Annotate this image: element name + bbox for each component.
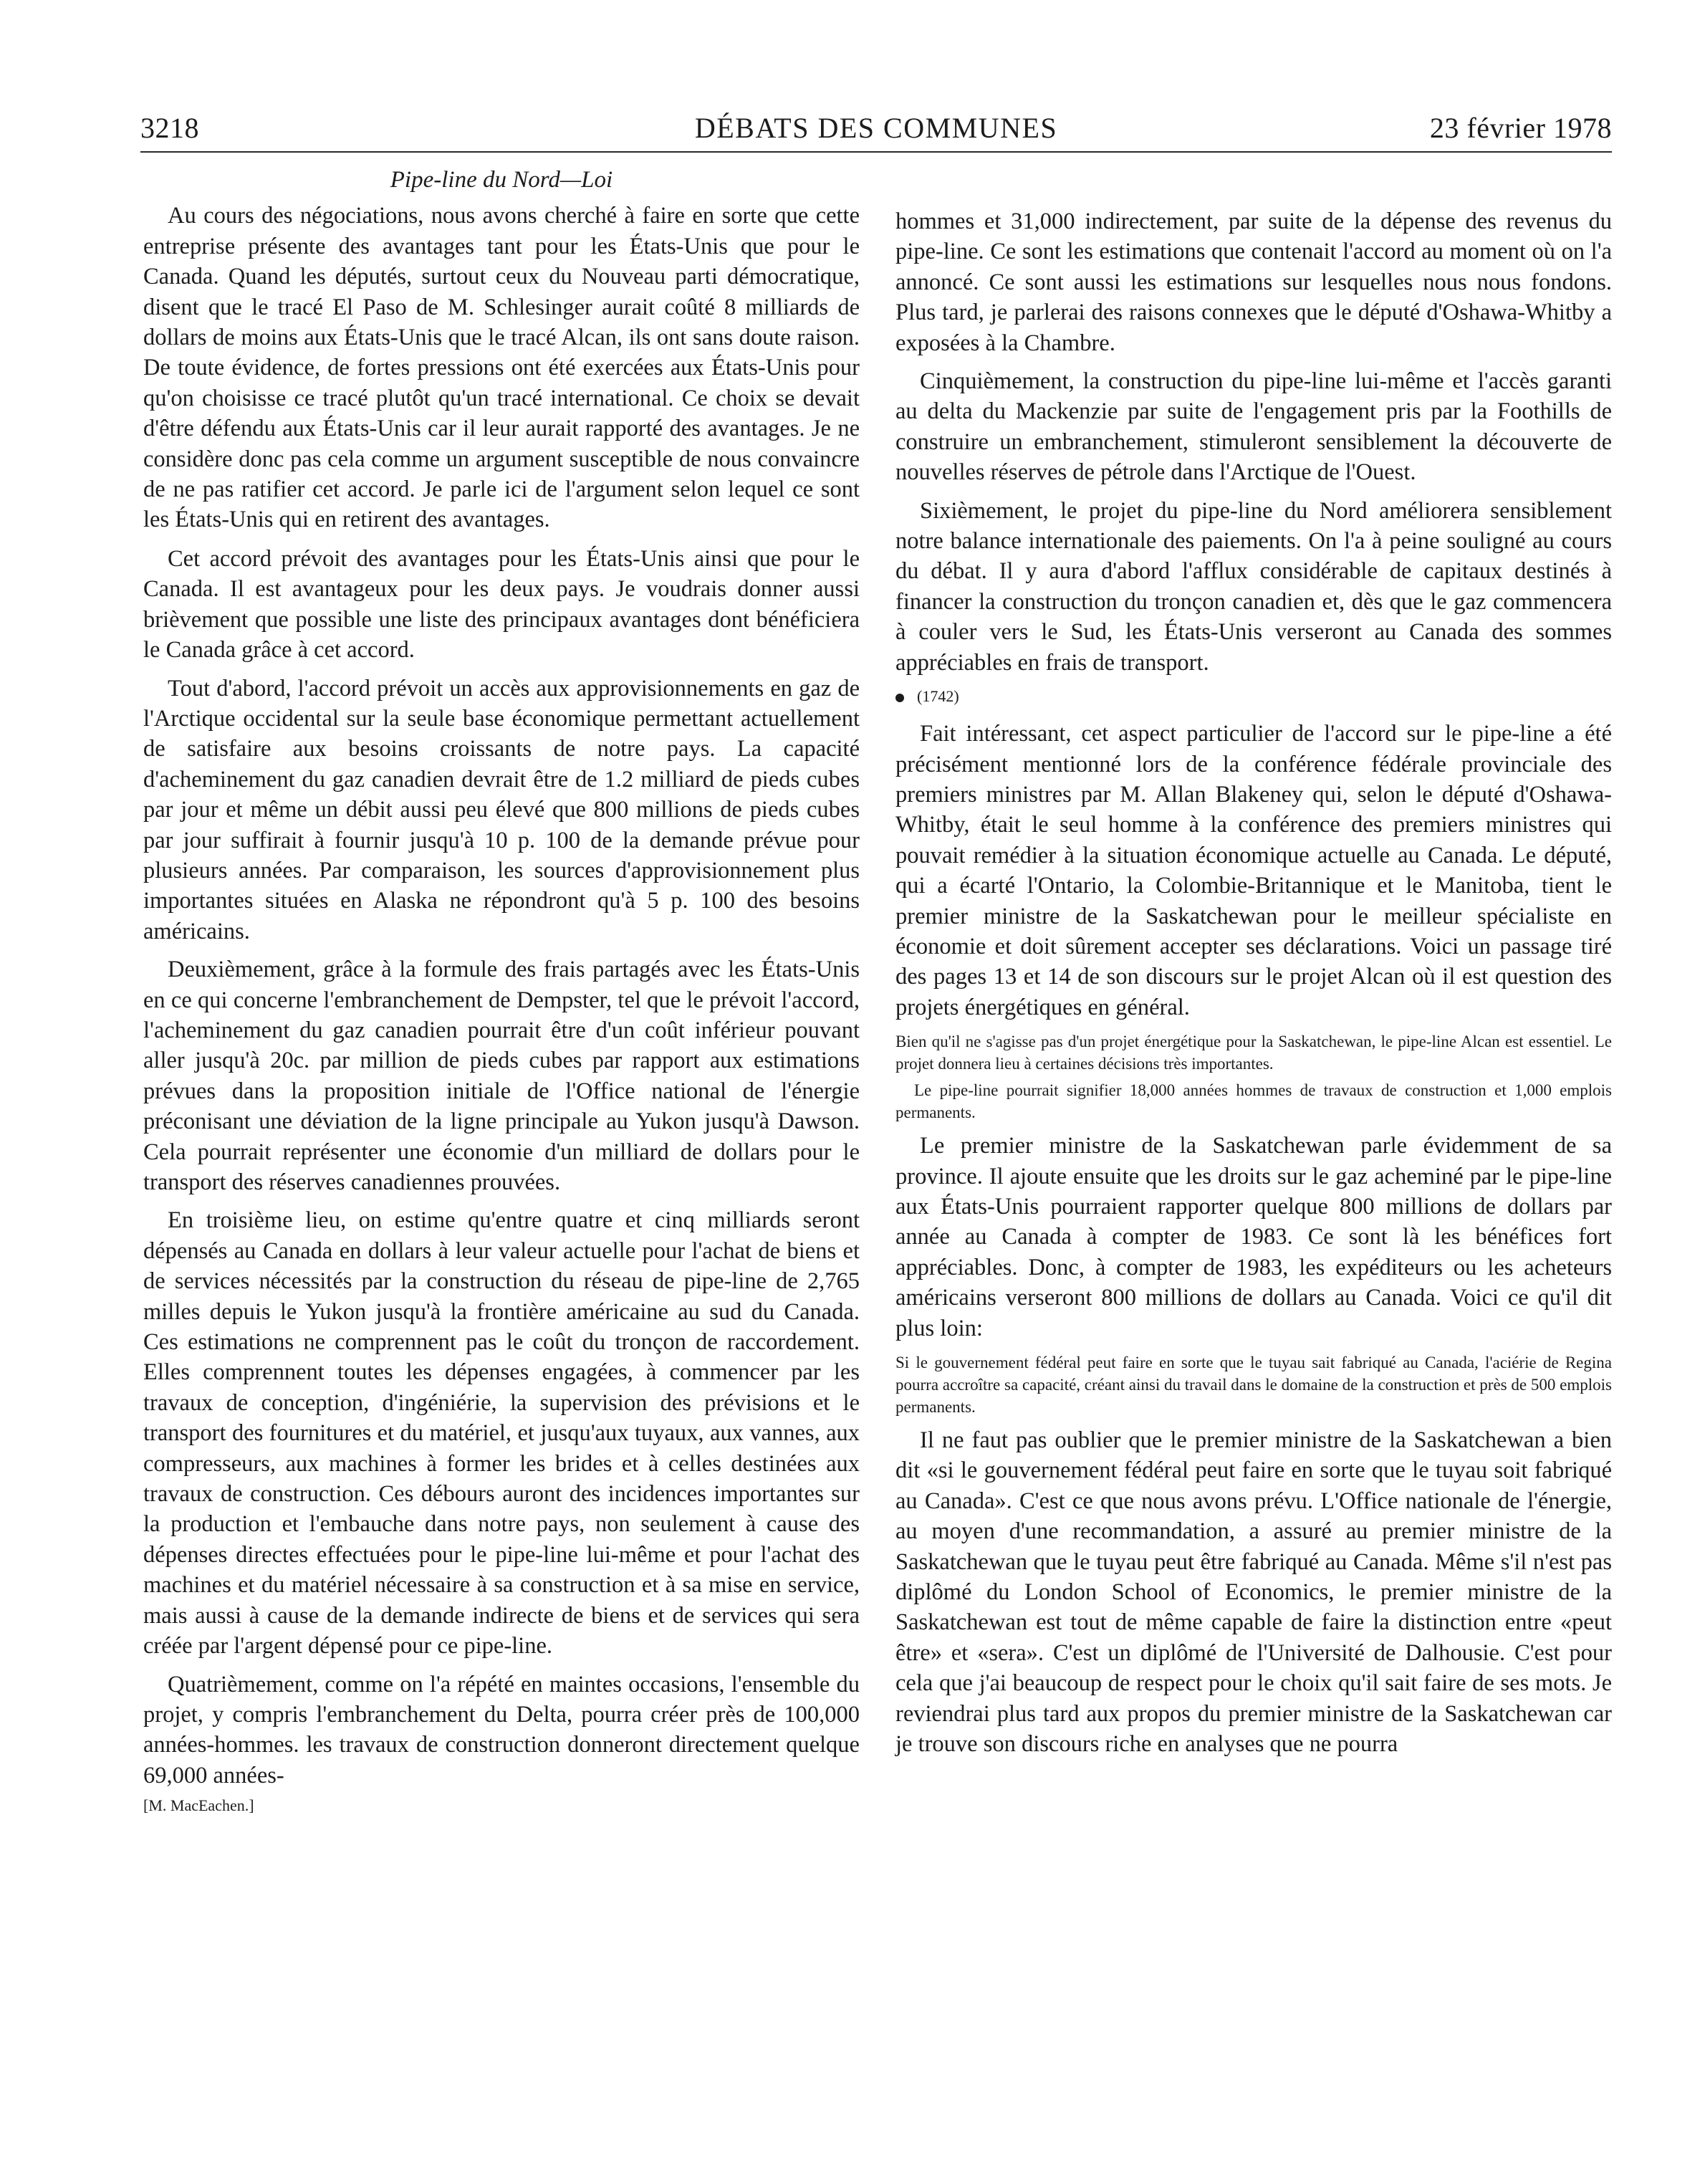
timestamp: (1742) [917,687,959,706]
right-column [895,206,1612,1767]
paragraph: Au cours des négociations, nous avons cherché à faire en sorte que cette entreprise présente des avantages tant pour les États-Unis que pour le Canada. Quand les députés, surtout ceux du Nouveau parti démocratique, disent que le tracé El Paso de M. Schlesinger aurait coûté 8 milliards de dollars de moins aux États-Unis que le tracé Alcan, ils ont sans doute raison. De toute évidence, de fortes pressions ont été exercées aux États-Unis pour qu'on choisisse ce tracé plutôt qu'un tracé international. Ce choix se devait d'être défendu aux États-Unis car il leur aurait rapporté des avantages. Je ne considère donc pas cela comme un argument susceptible de nous convaincre de ne pas ratifier cet accord. Je parle ici de l'argument selon lequel ce sont les États-Unis qui en retirent des avantages. [143,203,860,533]
page-header [140,111,1612,153]
quote-paragraph: Bien qu'il ne s'agisse pas d'un projet énergétique pour la Saskatchewan, le pipe-line Alcan est essentiel. Le projet donnera lieu à certaines décisions très importantes. [895,1033,1612,1073]
block-quote [895,1351,1612,1418]
paragraph: Tout d'abord, l'accord prévoit un accès aux approvisionnements en gaz de l'Arctique occidental sur la seule base économique permettant actuellement de satisfaire aux besoins croissants de notre pays. La capacité d'acheminement du gaz canadien devrait être de 1.2 milliard de pieds cubes par jour et même un débit aussi peu élevé que 800 millions de pieds cubes par jour suffirait à fournir jusqu'à 10 p. 100 de la demande prévue pour plusieurs années. Par comparaison, les sources d'approvisionnement plus importantes situées en Alaska ne répondront qu'à 5 p. 100 des besoins américains. [143,675,860,944]
page-number: 3218 [140,112,199,144]
publication-title: DÉBATS DES COMMUNES [694,112,1058,144]
paragraph: hommes et 31,000 indirectement, par suite de la dépense des revenus du pipe-line. Ce sont les estimations que contenait l'accord au moment où on l'a annoncé. Ce sont aussi les estimations sur lesquelles nous nous fondons. Plus tard, je parlerai des raisons connexes que le député d'Oshawa-Whitby a exposées à la Chambre. [895,209,1612,356]
quote-paragraph: Si le gouvernement fédéral peut faire en sorte que le tuyau sait fabriqué au Canada, l'aciérie de Regina pourra accroître sa capacité, créant ainsi du travail dans le domaine de la construction et près de 500 emplois permanents. [895,1354,1612,1416]
paragraph: Fait intéressant, cet aspect particulier de l'accord sur le pipe-line a été précisément mentionné lors de la conférence fédérale provinciale des premiers ministres par M. Allan Blakeney qui, selon le député d'Oshawa-Whitby, était le seul homme à la conférence des premiers ministres qui pouvait remédier à la situation économique actuelle au Canada. Le député, qui a écarté l'Ontario, la Colombie-Britannique et le Manitoba, tient le premier ministre de la Saskatchewan pour le meilleur spécialiste en économie et doit sûrement accepter ses déclarations. Voici un passage tiré des pages 13 et 14 de son discours sur le projet Alcan où il est question des projets énergétiques en général. [895,721,1612,1020]
paragraph: Deuxièmement, grâce à la formule des frais partagés avec les États-Unis en ce qui concerne l'embranchement de Dempster, tel que le prévoit l'accord, l'acheminement du gaz canadien pourrait être d'un coût inférieur pouvant aller jusqu'à 20c. par million de pieds cubes par rapport aux estimations prévues dans la proposition initiale de l'Office national de l'énergie préconisant une déviation de la ligne principale au Yukon jusqu'à Dawson. Cela pourrait représenter une économie d'un milliard de dollars pour le transport des réserves canadiennes prouvées. [143,957,860,1195]
paragraph: Sixièmement, le projet du pipe-line du Nord améliorera sensiblement notre balance internationale des paiements. On l'a à peine souligné au cours du débat. Il y aura d'abord l'afflux considérable de capitaux destinés à financer la construction du tronçon canadien et, dès que le gaz commencera à couler vers le Sud, les États-Unis verseront au Canada des sommes appréciables en frais de transport. [895,497,1612,676]
paragraph: Quatrièmement, comme on l'a répété en maintes occasions, l'ensemble du projet, y compris l'embranchement du Delta, pourra créer près de 100,000 années-hommes. les travaux de construction donneront directement quelque 69,000 années- [143,1671,860,1788]
paragraph: Cinquièmement, la construction du pipe-line lui-même et l'accès garanti au delta du Mackenzie par suite de l'engagement pris par la Foothills de construire un embranchement, stimuleront sensiblement la découverte de nouvelles réserves de pétrole dans l'Arctique de l'Ouest. [895,368,1612,486]
timestamp-marker [895,686,1612,707]
speaker-attribution: [M. MacEachen.] [143,1796,254,1815]
block-quote [895,1030,1612,1124]
paragraph: En troisième lieu, on estime qu'entre quatre et cinq milliards seront dépensés au Canada en dollars à leur valeur actuelle pour l'achat de biens et de services nécessités par la construction du réseau de pipe-line de 2,765 milles depuis le Yukon jusqu'à la frontière américaine au sud du Canada. Ces estimations ne comprennent pas le coût du tronçon de raccordement. Elles comprennent toutes les dépenses engagées, à commencer par les travaux de conception, d'ingéniérie, la supervision des prévisions et le transport des fournitures et du matériel, et jusqu'aux tuyaux, aux vannes, aux compresseurs, aux machines à former les brides et à celles destinées aux travaux de construction. Ces débours auront des incidences importantes sur la production et l'embauche dans notre pays, non seulement à cause des dépenses directes effectuées pour le pipe-line lui-même et pour l'achat des machines et du matériel nécessaire à sa construction et à sa mise en service, mais aussi à cause de la demande indirecte de biens et de services qui sera créée par l'argent dépensé pour ce pipe-line. [143,1207,860,1659]
bullet-dot-icon [895,694,904,702]
paragraph: Il ne faut pas oublier que le premier ministre de la Saskatchewan a bien dit «si le gouvernement fédéral peut faire en sorte que le tuyau soit fabriqué au Canada». C'est ce que nous avons prévu. L'Office nationale de l'énergie, au moyen d'une recommandation, a assuré au premier ministre de la Saskatchewan que le tuyau peut être fabriqué au Canada. Même s'il n'est pas diplômé du London School of Economics, le premier ministre de la Saskatchewan est tout de même capable de faire la distinction entre «peut être» et «sera». C'est un diplômé de l'Université de Dalhousie. C'est pour cela que j'ai beaucoup de respect pour le choix qu'il sait faire de ses mots. Je reviendrai plus tard aux propos du premier ministre de la Saskatchewan car je trouve son discours riche en analyses que ne pourra [895,1427,1612,1758]
publication-date: 23 février 1978 [1429,112,1612,144]
paragraph: Cet accord prévoit des avantages pour les États-Unis ainsi que pour le Canada. Il est avantageux pour les deux pays. Je voudrais donner aussi brièvement que possible une liste des principaux avantages dont bénéficiera le Canada grâce à cet accord. [143,545,860,664]
section-title: Pipe-line du Nord—Loi [390,167,613,193]
quote-paragraph: Le pipe-line pourrait signifier 18,000 années hommes de travaux de construction et 1,000 emplois permanents. [895,1081,1612,1122]
paragraph: Le premier ministre de la Saskatchewan parle évidemment de sa province. Il ajoute ensuite que les droits sur le gaz acheminé par le pipe-line aux États-Unis pourraient rapporter quelque 800 millions de dollars par année au Canada à compter de 1983. Ce sont là les bénéfices fort appréciables. Donc, à compter de 1983, les expéditeurs ou les acheteurs américains verseront 800 millions de dollars au Canada. Voici ce qu'il dit plus loin: [895,1133,1612,1341]
left-column [143,165,860,1816]
